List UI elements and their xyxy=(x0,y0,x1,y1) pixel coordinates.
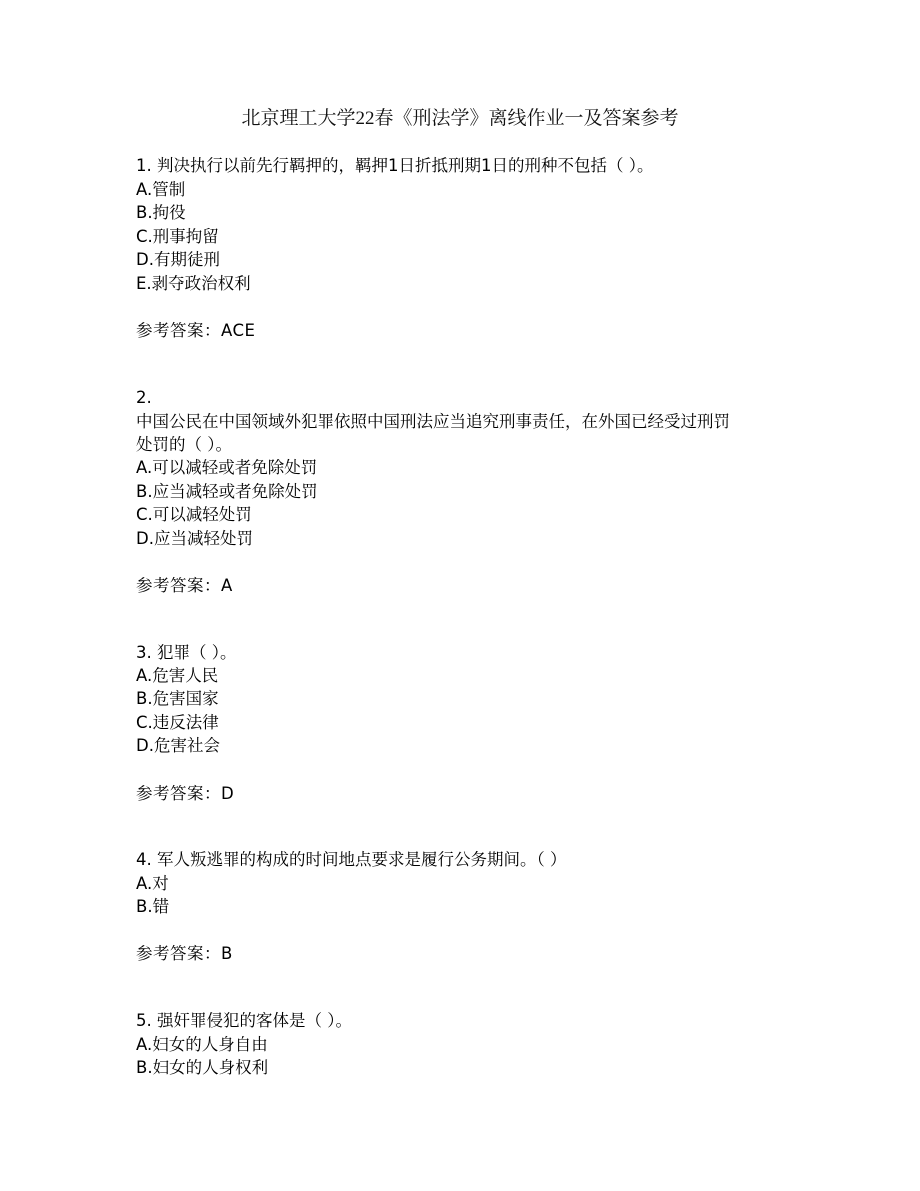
option-b: B.妇女的人身权利 xyxy=(136,1058,269,1077)
question-stem: 3. 犯罪（ ）。 xyxy=(136,643,237,662)
option-c: C.可以减轻处罚 xyxy=(136,505,252,524)
option-a: A.妇女的人身自由 xyxy=(136,1035,268,1054)
option-d: D.危害社会 xyxy=(136,736,220,755)
option-a: A.管制 xyxy=(136,180,186,199)
question-stem: 1. 判决执行以前先行羁押的，羁押1日折抵刑期1日的刑种不包括（ ）。 xyxy=(136,156,654,175)
question-number: 2. xyxy=(136,388,152,407)
option-b: B.应当减轻或者免除处罚 xyxy=(136,482,318,501)
option-c: C.刑事拘留 xyxy=(136,227,219,246)
question-stem-line-2: 处罚的（ ）。 xyxy=(136,435,232,454)
option-d: D.有期徒刑 xyxy=(136,250,220,269)
option-a: A.危害人民 xyxy=(136,666,219,685)
reference-answer: 参考答案：ACE xyxy=(136,321,256,340)
question-stem: 4. 军人叛逃罪的构成的时间地点要求是履行公务期间。（ ） xyxy=(136,850,567,869)
option-d: D.应当减轻处罚 xyxy=(136,529,253,548)
option-a: A.可以减轻或者免除处罚 xyxy=(136,458,318,477)
option-b: B.危害国家 xyxy=(136,689,219,708)
option-e: E.剥夺政治权利 xyxy=(136,274,251,293)
reference-answer: 参考答案：D xyxy=(136,784,235,803)
question-stem: 5. 强奸罪侵犯的客体是（ ）。 xyxy=(136,1011,352,1030)
reference-answer: 参考答案：B xyxy=(136,944,233,963)
option-b: B.错 xyxy=(136,897,170,916)
option-b: B.拘役 xyxy=(136,203,186,222)
document-title: 北京理工大学22春《刑法学》离线作业一及答案参考 xyxy=(241,108,679,129)
question-stem-line-1: 中国公民在中国领域外犯罪依照中国刑法应当追究刑事责任，在外国已经受过刑罚 xyxy=(136,412,730,431)
option-c: C.违反法律 xyxy=(136,713,219,732)
option-a: A.对 xyxy=(136,874,169,893)
reference-answer: 参考答案：A xyxy=(136,576,233,595)
